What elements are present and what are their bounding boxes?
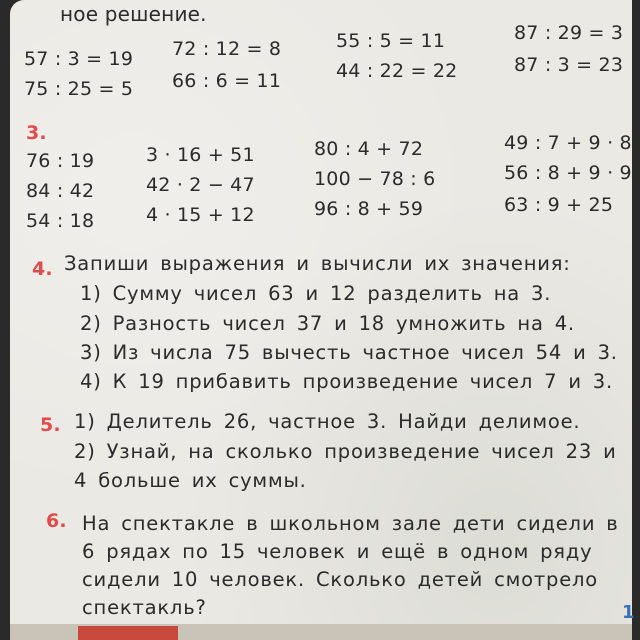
task-5-line: 4 больше их суммы.	[74, 469, 307, 492]
task-4-item: 2) Разность чисел 37 и 18 умножить на 4.	[80, 312, 575, 335]
task-4-item: 1) Сумму чисел 63 и 12 разделить на 3.	[80, 282, 552, 305]
expression: 80 : 4 + 72	[314, 138, 424, 160]
expression: 49 : 7 + 9 · 8	[504, 132, 632, 154]
equation: 87 : 3 = 23	[514, 54, 624, 76]
expression: 100 − 78 : 6	[314, 168, 436, 190]
task-5-line: 1) Делитель 26, частное 3. Найди делимое.	[74, 410, 581, 433]
equation: 87 : 29 = 3	[514, 22, 624, 44]
illustration-edge	[78, 626, 178, 640]
equation: 57 : 3 = 19	[24, 48, 134, 70]
expression: 84 : 42	[26, 180, 95, 202]
task-6-number: 6.	[46, 510, 67, 532]
task-4-item: 3) Из числа 75 вычесть частное чисел 54 и 3.	[80, 341, 618, 364]
task-6-line: спектакль?	[82, 596, 207, 619]
expression: 3 · 16 + 51	[146, 144, 255, 166]
task-6-line: 6 рядах по 15 человек и ещё в одном ряду	[82, 540, 593, 563]
task-4-item: 4) К 19 прибавить произведение чисел 7 и 3.	[80, 370, 613, 393]
expression: 96 : 8 + 59	[314, 198, 424, 220]
task-6-line: На спектакле в школьном зале дети сидели в	[82, 512, 619, 535]
equation: 66 : 6 = 11	[172, 70, 282, 92]
task-5-line: 2) Узнай, на сколько произведение чисел 23 и	[74, 440, 617, 463]
task-3-number: 3.	[26, 122, 47, 144]
expression: 54 : 18	[26, 210, 95, 232]
equation: 72 : 12 = 8	[172, 38, 282, 60]
task-4-title: Запиши выражения и вычисли их значения:	[64, 252, 571, 275]
equation: 44 : 22 = 22	[336, 60, 458, 82]
task-5-number: 5.	[40, 414, 61, 436]
expression: 42 · 2 − 47	[146, 174, 255, 196]
equation: 55 : 5 = 11	[336, 30, 446, 52]
task-6-line: сидели 10 человек. Сколько детей смотрело	[82, 568, 598, 591]
task-4-number: 4.	[32, 258, 53, 280]
page-number: 1	[622, 602, 635, 623]
textbook-page	[10, 0, 635, 640]
expression: 4 · 15 + 12	[146, 204, 255, 226]
expression: 56 : 8 + 9 · 9	[504, 162, 632, 184]
equation: 75 : 25 = 5	[24, 78, 134, 100]
header-fragment: ное решение.	[60, 2, 207, 26]
expression: 63 : 9 + 25	[504, 194, 614, 216]
expression: 76 : 19	[26, 150, 95, 172]
